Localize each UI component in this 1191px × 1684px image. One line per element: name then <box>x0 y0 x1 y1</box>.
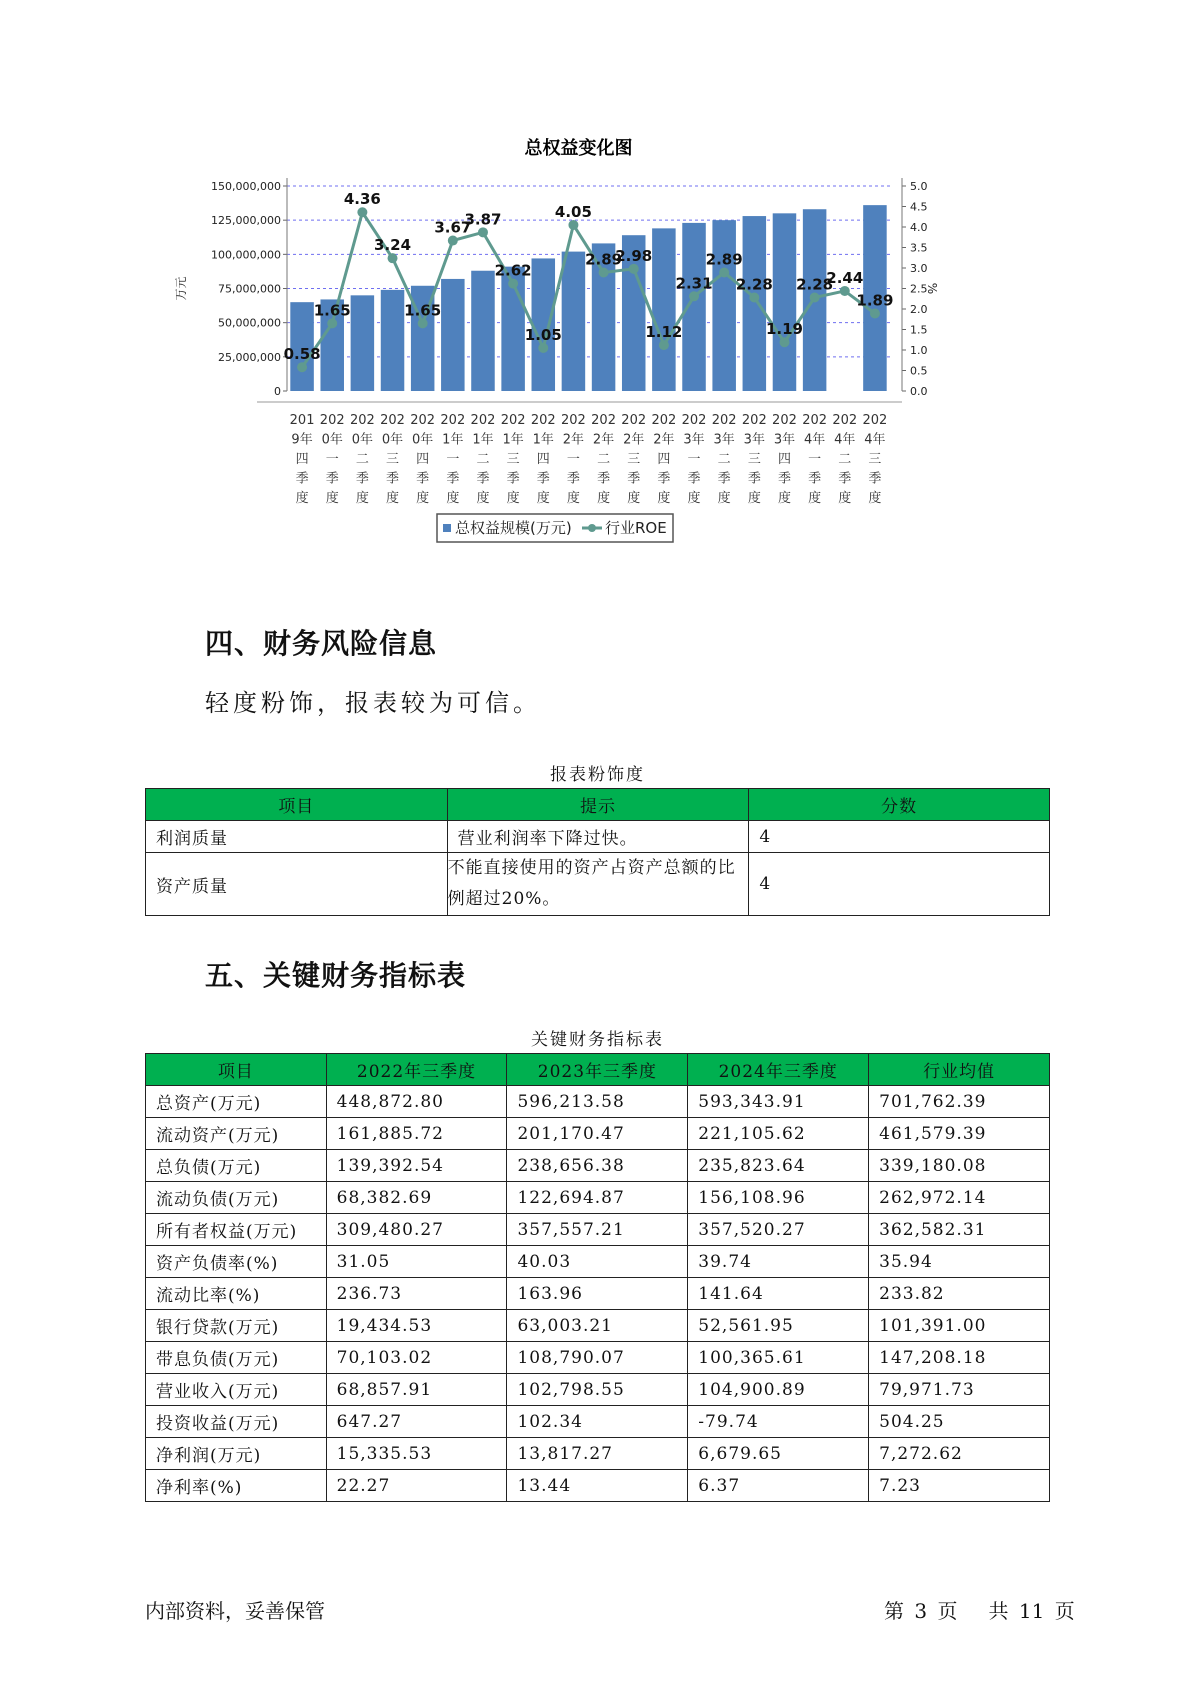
footer-total-pages: 11 <box>1018 1599 1045 1623</box>
kpi-item-cell: 带息负债(万元) <box>146 1342 327 1374</box>
kpi-item-cell: 净利润(万元) <box>146 1438 327 1470</box>
kpi-value-cell: 141.64 <box>688 1278 869 1310</box>
x-tick-label: 一 <box>325 452 339 467</box>
x-tick-label: 202 <box>349 413 375 428</box>
roe-data-label: 3.87 <box>464 210 502 229</box>
x-tick-label: 202 <box>832 413 858 428</box>
x-tick-label: 度 <box>747 491 761 506</box>
kpi-value-cell: 147,208.18 <box>869 1342 1050 1374</box>
roe-point <box>297 362 307 372</box>
roe-data-label: 2.31 <box>675 274 713 293</box>
kpi-value-cell: 647.27 <box>326 1406 507 1438</box>
x-tick-label: 202 <box>530 413 556 428</box>
kpi-header-industry-avg: 行业均值 <box>869 1054 1050 1086</box>
roe-data-label: 2.28 <box>796 275 834 294</box>
x-tick-label: 三 <box>868 452 882 467</box>
kpi-header-2022q3: 2022年三季度 <box>326 1054 507 1086</box>
kpi-value-cell: 6.37 <box>688 1470 869 1502</box>
roe-point <box>538 343 548 353</box>
x-tick-label: 三 <box>747 452 761 467</box>
bar <box>532 258 556 391</box>
kpi-item-cell: 营业收入(万元) <box>146 1374 327 1406</box>
risk-hint-cell: 不能直接使用的资产占资产总额的比例超过20%。 <box>447 853 749 916</box>
roe-data-label: 0.58 <box>283 345 321 364</box>
risk-score-cell: 4 <box>749 853 1050 916</box>
roe-data-label: 1.65 <box>313 301 351 320</box>
kpi-item-cell: 净利率(%) <box>146 1470 327 1502</box>
risk-header-item: 项目 <box>146 789 448 821</box>
x-tick-label: 202 <box>591 413 616 428</box>
kpi-table <box>145 1053 1050 1502</box>
x-tick-label: 季 <box>506 471 520 487</box>
bar <box>471 271 495 391</box>
x-tick-label: 度 <box>687 491 701 506</box>
kpi-value-cell: 68,857.91 <box>326 1374 507 1406</box>
table-row <box>146 1470 1050 1502</box>
kpi-header-2024q3: 2024年三季度 <box>688 1054 869 1086</box>
table-row <box>146 1342 1050 1374</box>
kpi-value-cell: 19,434.53 <box>326 1310 507 1342</box>
x-tick-label: 4年 <box>864 432 886 448</box>
bar <box>652 228 676 391</box>
x-tick-label: 二 <box>476 452 490 467</box>
x-tick-label: 202 <box>772 413 797 428</box>
roe-point <box>448 236 458 246</box>
kpi-item-cell: 银行贷款(万元) <box>146 1310 327 1342</box>
footer-page-prefix: 第 <box>884 1599 904 1623</box>
x-tick-label: 度 <box>446 491 460 506</box>
x-tick-label: 三 <box>506 452 520 467</box>
x-tick-label: 202 <box>440 413 466 428</box>
y-right-tick-label: 0.0 <box>910 385 928 398</box>
roe-data-label: 1.19 <box>765 320 803 339</box>
roe-data-label: 2.62 <box>494 261 532 280</box>
kpi-value-cell: 39.74 <box>688 1246 869 1278</box>
x-tick-label: 202 <box>410 413 436 428</box>
x-tick-label: 四 <box>295 452 309 467</box>
x-tick-label: 度 <box>416 491 430 506</box>
kpi-value-cell: 156,108.96 <box>688 1182 869 1214</box>
y-right-tick-label: 3.0 <box>910 262 928 275</box>
bar <box>773 213 797 391</box>
x-tick-label: 2年 <box>562 432 585 448</box>
x-tick-label: 季 <box>325 471 339 487</box>
kpi-item-cell: 总负债(万元) <box>146 1150 327 1182</box>
kpi-value-cell: 68,382.69 <box>326 1182 507 1214</box>
y-left-tick-label: 100,000,000 <box>211 248 281 262</box>
bar <box>712 220 736 391</box>
kpi-value-cell: 6,679.65 <box>688 1438 869 1470</box>
table-row <box>146 1246 1050 1278</box>
kpi-value-cell: 7,272.62 <box>869 1438 1050 1470</box>
x-tick-label: 3年 <box>683 432 705 448</box>
roe-point <box>719 268 729 278</box>
x-tick-label: 2年 <box>592 432 615 448</box>
x-tick-label: 度 <box>868 491 882 506</box>
x-tick-label: 三 <box>386 452 400 467</box>
x-tick-label: 度 <box>386 491 400 506</box>
x-tick-label: 度 <box>597 491 611 506</box>
x-tick-label: 度 <box>657 491 671 506</box>
roe-data-label: 3.24 <box>374 236 412 255</box>
x-tick-label: 1年 <box>442 432 464 448</box>
x-tick-label: 季 <box>416 471 430 487</box>
x-tick-label: 度 <box>355 491 369 506</box>
table-row <box>146 1182 1050 1214</box>
table-row <box>146 1214 1050 1246</box>
roe-data-label: 2.28 <box>735 275 773 294</box>
x-tick-label: 0年 <box>321 432 343 448</box>
x-tick-label: 201 <box>289 413 315 428</box>
roe-point <box>599 268 609 278</box>
roe-point <box>749 293 759 303</box>
y-right-axis-label: % <box>925 282 939 295</box>
kpi-value-cell: 448,872.80 <box>326 1086 507 1118</box>
kpi-value-cell: 102.34 <box>507 1406 688 1438</box>
kpi-value-cell: 262,972.14 <box>869 1182 1050 1214</box>
kpi-value-cell: 104,900.89 <box>688 1374 869 1406</box>
equity-chart-svg <box>175 140 1035 600</box>
y-right-tick-label: 5.0 <box>910 180 928 193</box>
roe-point <box>870 309 880 319</box>
x-tick-label: 二 <box>597 452 611 467</box>
kpi-header-2023q3: 2023年三季度 <box>507 1054 688 1086</box>
x-tick-label: 度 <box>566 491 580 506</box>
x-tick-label: 1年 <box>502 432 524 448</box>
kpi-value-cell: 236.73 <box>326 1278 507 1310</box>
legend-bar-swatch <box>443 524 451 532</box>
kpi-item-cell: 流动比率(%) <box>146 1278 327 1310</box>
kpi-value-cell: 70,103.02 <box>326 1342 507 1374</box>
x-tick-label: 202 <box>862 413 888 428</box>
kpi-value-cell: 13.44 <box>507 1470 688 1502</box>
kpi-value-cell: 238,656.38 <box>507 1150 688 1182</box>
section5-heading: 五、关键财务指标表 <box>205 959 467 992</box>
x-tick-label: 202 <box>319 413 345 428</box>
legend-line-marker <box>588 524 596 532</box>
table-row <box>146 1438 1050 1470</box>
kpi-item-cell: 流动资产(万元) <box>146 1118 327 1150</box>
x-tick-label: 202 <box>802 413 828 428</box>
y-left-tick-label: 75,000,000 <box>218 282 281 296</box>
kpi-table-body <box>146 1086 1050 1502</box>
y-left-tick-label: 150,000,000 <box>211 180 281 193</box>
x-tick-label: 季 <box>657 471 671 487</box>
x-tick-label: 度 <box>536 491 550 506</box>
kpi-value-cell: 593,343.91 <box>688 1086 869 1118</box>
footer-total-suffix: 页 <box>1054 1599 1075 1623</box>
kpi-value-cell: 309,480.27 <box>326 1214 507 1246</box>
section4-heading: 四、财务风险信息 <box>205 627 438 660</box>
x-tick-label: 季 <box>627 471 641 487</box>
chart-title: 总权益变化图 <box>524 138 633 159</box>
roe-data-label: 2.89 <box>585 250 623 269</box>
x-tick-label: 一 <box>446 452 460 467</box>
x-tick-label: 季 <box>386 471 400 487</box>
x-tick-label: 度 <box>476 491 490 506</box>
kpi-table-header-row <box>146 1054 1050 1086</box>
risk-table-caption: 报表粉饰度 <box>550 765 645 785</box>
x-tick-label: 202 <box>651 413 677 428</box>
x-tick-label: 二 <box>838 452 852 467</box>
kpi-value-cell: 35.94 <box>869 1246 1050 1278</box>
kpi-value-cell: 596,213.58 <box>507 1086 688 1118</box>
x-tick-label: 度 <box>777 491 791 506</box>
y-right-tick-label: 2.5 <box>910 282 928 296</box>
roe-point <box>508 279 518 289</box>
roe-point <box>418 318 428 328</box>
x-tick-label: 季 <box>476 471 490 487</box>
bar <box>381 290 405 391</box>
roe-point <box>568 220 578 230</box>
x-tick-label: 季 <box>446 471 460 487</box>
footer-confidential-note: 内部资料，妥善保管 <box>145 1599 325 1623</box>
footer-page-mid: 页 <box>937 1599 958 1623</box>
bar <box>562 252 586 391</box>
roe-point <box>629 264 639 274</box>
roe-point <box>388 253 398 263</box>
x-tick-label: 0年 <box>412 432 434 448</box>
bar <box>441 279 465 391</box>
x-tick-label: 季 <box>717 471 731 487</box>
x-tick-label: 202 <box>711 413 737 428</box>
y-right-tick-label: 1.5 <box>910 323 928 337</box>
kpi-value-cell: 100,365.61 <box>688 1342 869 1374</box>
kpi-item-cell: 总资产(万元) <box>146 1086 327 1118</box>
kpi-value-cell: 40.03 <box>507 1246 688 1278</box>
kpi-value-cell: 163.96 <box>507 1278 688 1310</box>
y-right-tick-label: 2.0 <box>910 303 928 316</box>
kpi-value-cell: 79,971.73 <box>869 1374 1050 1406</box>
table-row <box>146 853 1050 916</box>
x-tick-label: 0年 <box>351 432 374 448</box>
roe-data-label: 1.12 <box>645 323 683 342</box>
x-tick-label: 0年 <box>381 432 404 448</box>
kpi-value-cell: 701,762.39 <box>869 1086 1050 1118</box>
roe-point <box>478 227 488 237</box>
roe-point <box>327 318 337 328</box>
kpi-item-cell: 投资收益(万元) <box>146 1406 327 1438</box>
section4-summary: 轻度粉饰，报表较为可信。 <box>205 689 541 717</box>
risk-score-cell: 4 <box>749 821 1050 853</box>
x-tick-label: 四 <box>777 452 791 467</box>
table-row <box>146 1278 1050 1310</box>
y-right-tick-label: 0.5 <box>910 364 928 378</box>
roe-data-label: 1.05 <box>524 325 562 344</box>
x-tick-label: 4年 <box>803 432 826 448</box>
x-tick-label: 季 <box>808 471 822 487</box>
kpi-table-caption: 关键财务指标表 <box>531 1030 664 1050</box>
footer-page-number: 3 <box>914 1599 928 1623</box>
roe-data-label: 1.89 <box>856 291 894 310</box>
kpi-value-cell: 201,170.47 <box>507 1118 688 1150</box>
x-tick-label: 202 <box>741 413 767 428</box>
kpi-value-cell: 7.23 <box>869 1470 1050 1502</box>
table-row <box>146 1118 1050 1150</box>
x-tick-label: 9年 <box>291 432 313 448</box>
kpi-item-cell: 资产负债率(%) <box>146 1246 327 1278</box>
kpi-value-cell: 13,817.27 <box>507 1438 688 1470</box>
x-tick-label: 二 <box>717 452 731 467</box>
x-tick-label: 度 <box>295 491 309 506</box>
x-tick-label: 季 <box>747 471 761 487</box>
kpi-value-cell: 362,582.31 <box>869 1214 1050 1246</box>
x-tick-label: 三 <box>627 452 641 467</box>
y-right-tick-label: 1.0 <box>910 344 928 357</box>
risk-table-header-row <box>146 789 1050 821</box>
table-row <box>146 1150 1050 1182</box>
x-tick-label: 季 <box>536 471 550 487</box>
bar <box>351 295 375 391</box>
x-tick-label: 度 <box>627 491 641 506</box>
y-right-tick-label: 4.5 <box>910 200 928 214</box>
kpi-value-cell: 161,885.72 <box>326 1118 507 1150</box>
roe-point <box>779 337 789 347</box>
kpi-value-cell: 461,579.39 <box>869 1118 1050 1150</box>
x-tick-label: 四 <box>536 452 550 467</box>
x-tick-label: 度 <box>838 491 852 506</box>
footer-page-info <box>884 1595 1075 1624</box>
kpi-value-cell: 122,694.87 <box>507 1182 688 1214</box>
table-row <box>146 821 1050 853</box>
x-tick-label: 202 <box>500 413 526 428</box>
y-left-tick-label: 25,000,000 <box>218 350 281 364</box>
kpi-value-cell: 221,105.62 <box>688 1118 869 1150</box>
x-tick-label: 季 <box>295 471 309 487</box>
y-left-axis-label: 万元 <box>174 276 188 301</box>
risk-header-score: 分数 <box>749 789 1050 821</box>
x-tick-label: 一 <box>687 452 701 467</box>
x-tick-label: 度 <box>325 491 339 506</box>
x-tick-label: 2年 <box>653 432 675 448</box>
kpi-header-item: 项目 <box>146 1054 327 1086</box>
risk-table <box>145 788 1050 916</box>
x-tick-label: 四 <box>416 452 430 467</box>
x-tick-label: 四 <box>657 452 671 467</box>
roe-data-label: 3.67 <box>434 218 472 237</box>
legend-line-label: 行业ROE <box>605 519 667 537</box>
x-tick-label: 度 <box>717 491 731 506</box>
x-tick-label: 季 <box>838 471 852 487</box>
kpi-value-cell: 357,520.27 <box>688 1214 869 1246</box>
x-tick-label: 202 <box>681 413 707 428</box>
kpi-value-cell: 233.82 <box>869 1278 1050 1310</box>
x-tick-label: 4年 <box>834 432 856 448</box>
risk-header-hint: 提示 <box>447 789 749 821</box>
x-tick-label: 1年 <box>532 432 554 448</box>
x-tick-label: 202 <box>470 413 496 428</box>
x-tick-label: 1年 <box>472 432 494 448</box>
table-row <box>146 1406 1050 1438</box>
roe-data-label: 4.05 <box>554 202 592 221</box>
y-left-tick-label: 0 <box>274 385 281 398</box>
x-tick-label: 季 <box>597 471 611 487</box>
kpi-value-cell: 101,391.00 <box>869 1310 1050 1342</box>
x-tick-label: 二 <box>355 452 369 467</box>
kpi-value-cell: 139,392.54 <box>326 1150 507 1182</box>
roe-data-label: 2.44 <box>826 268 864 287</box>
y-left-tick-label: 50,000,000 <box>218 316 281 330</box>
roe-point <box>689 291 699 301</box>
x-tick-label: 2年 <box>623 432 645 448</box>
roe-data-label: 2.89 <box>705 250 743 269</box>
roe-point <box>840 286 850 296</box>
x-tick-label: 季 <box>687 471 701 487</box>
roe-point <box>357 207 367 217</box>
kpi-value-cell: 108,790.07 <box>507 1342 688 1374</box>
kpi-value-cell: 15,335.53 <box>326 1438 507 1470</box>
kpi-value-cell: 63,003.21 <box>507 1310 688 1342</box>
legend-bar-label: 总权益规模(万元) <box>455 519 572 537</box>
table-row <box>146 1310 1050 1342</box>
kpi-value-cell: 235,823.64 <box>688 1150 869 1182</box>
x-tick-label: 一 <box>808 452 822 467</box>
kpi-value-cell: 22.27 <box>326 1470 507 1502</box>
x-tick-label: 季 <box>868 471 882 487</box>
kpi-item-cell: 所有者权益(万元) <box>146 1214 327 1246</box>
table-row <box>146 1086 1050 1118</box>
equity-chart <box>175 140 1035 600</box>
x-tick-label: 202 <box>621 413 647 428</box>
kpi-item-cell: 流动负债(万元) <box>146 1182 327 1214</box>
roe-data-label: 1.65 <box>404 301 442 320</box>
x-tick-label: 一 <box>566 452 580 467</box>
risk-hint-cell: 营业利润率下降过快。 <box>447 821 749 853</box>
y-left-tick-label: 125,000,000 <box>211 214 281 228</box>
x-tick-label: 3年 <box>743 432 765 448</box>
roe-data-label: 2.98 <box>615 246 653 265</box>
kpi-value-cell: 339,180.08 <box>869 1150 1050 1182</box>
kpi-value-cell: 504.25 <box>869 1406 1050 1438</box>
roe-point <box>659 340 669 350</box>
x-tick-label: 3年 <box>773 432 796 448</box>
x-tick-label: 3年 <box>713 432 735 448</box>
risk-item-cell: 利润质量 <box>146 821 448 853</box>
x-tick-label: 202 <box>380 413 405 428</box>
kpi-value-cell: 31.05 <box>326 1246 507 1278</box>
kpi-value-cell: 102,798.55 <box>507 1374 688 1406</box>
x-tick-label: 202 <box>561 413 586 428</box>
x-tick-label: 季 <box>566 471 580 487</box>
kpi-value-cell: 357,557.21 <box>507 1214 688 1246</box>
x-tick-label: 度 <box>506 491 520 506</box>
kpi-value-cell: -79.74 <box>688 1406 869 1438</box>
x-tick-label: 季 <box>777 471 791 487</box>
risk-item-cell: 资产质量 <box>146 853 448 916</box>
y-right-tick-label: 3.5 <box>910 241 928 255</box>
footer-total-prefix: 共 <box>988 1599 1009 1623</box>
x-tick-label: 季 <box>355 471 369 487</box>
x-tick-label: 度 <box>808 491 822 506</box>
y-right-tick-label: 4.0 <box>910 221 928 234</box>
roe-data-label: 4.36 <box>343 190 381 209</box>
kpi-value-cell: 52,561.95 <box>688 1310 869 1342</box>
roe-point <box>810 293 820 303</box>
table-row <box>146 1374 1050 1406</box>
bar <box>743 216 767 391</box>
